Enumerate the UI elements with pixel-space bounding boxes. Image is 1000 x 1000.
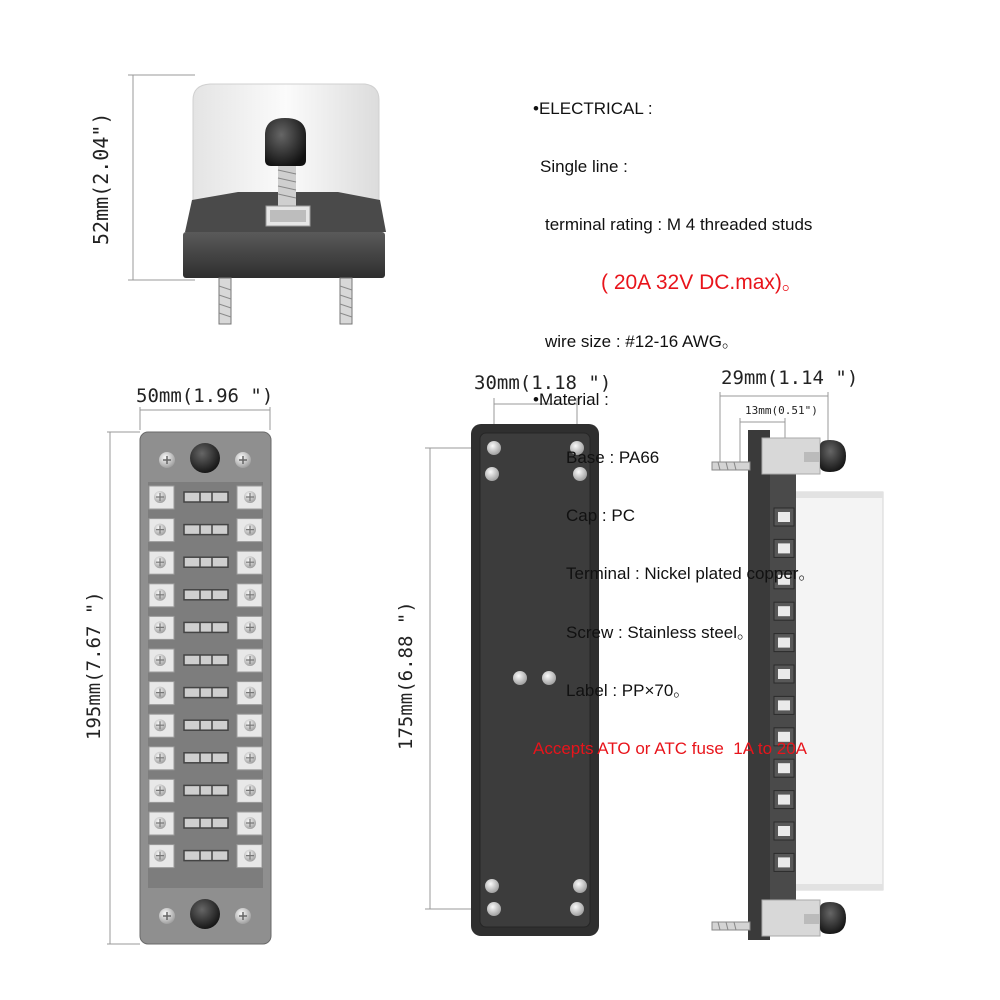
side-terminal xyxy=(774,853,794,871)
side-terminal xyxy=(774,791,794,809)
width-label: 50mm(1.96 ") xyxy=(136,385,274,407)
material-heading: •Material : xyxy=(533,389,609,409)
material-terminal: Terminal : Nickel plated copper。 xyxy=(566,564,816,584)
mounting-screw-icon xyxy=(487,902,501,916)
mounting-screw-icon xyxy=(485,879,499,893)
mounting-screw-icon xyxy=(513,671,527,685)
height-label: 52mm(2.04") xyxy=(89,112,113,245)
mounting-screw-icon xyxy=(485,467,499,481)
wire-size: wire size : #12-16 AWG。 xyxy=(545,331,739,351)
length-label: 195mm(7.67 ") xyxy=(83,591,105,740)
base-depth-label: 13mm(0.51") xyxy=(745,404,818,417)
side-terminal xyxy=(774,822,794,840)
depth-label: 29mm(1.14 ") xyxy=(721,367,859,389)
mounting-screw-icon xyxy=(487,441,501,455)
rating-value: ( 20A 32V DC.max)。 xyxy=(601,271,803,295)
material-cap: Cap : PC xyxy=(566,506,635,526)
electrical-heading: •ELECTRICAL : xyxy=(533,98,653,118)
fuse-note: Accepts ATO or ATC fuse 1A to 20A xyxy=(533,739,808,759)
material-screw: Screw : Stainless steel。 xyxy=(566,622,755,642)
single-line-label: Single line : xyxy=(540,157,628,177)
spec-list xyxy=(533,60,815,778)
top-view xyxy=(83,385,273,944)
material-base: Base : PA66 xyxy=(566,448,660,468)
front-view xyxy=(89,75,386,324)
hole-length-label: 175mm(6.88 ") xyxy=(395,601,417,750)
mounting-screw-icon xyxy=(573,879,587,893)
hole-spacing-label: 30mm(1.18 ") xyxy=(474,372,612,394)
terminal-rating: terminal rating : M 4 threaded studs xyxy=(545,215,813,235)
material-label: Label : PP×70。 xyxy=(566,680,691,700)
mounting-screw-icon xyxy=(570,902,584,916)
